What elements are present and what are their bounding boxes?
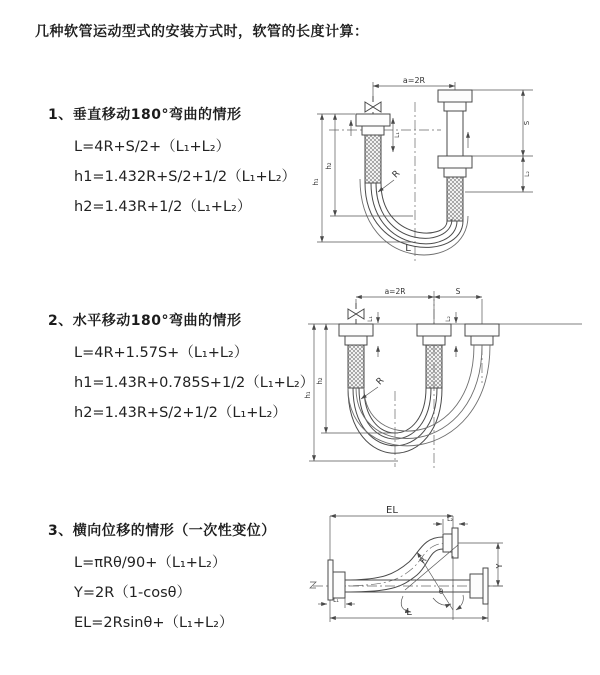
valve-icon [348, 303, 364, 324]
diagram-vertical-180-bend [305, 66, 590, 266]
dim-label-l1: L₁ [333, 597, 339, 604]
dimension-a2r [356, 287, 482, 324]
section-horizontal-movement [48, 310, 314, 428]
dimension-l [330, 604, 488, 622]
dimension-s [465, 90, 533, 192]
dim-label-s: S [455, 287, 461, 296]
formula: Y=2R（1-cosθ） [74, 585, 192, 601]
right-hose-end-fitting-upper-position [438, 90, 472, 156]
section-2-formulas [74, 338, 314, 428]
formula: EL=2Rsinθ+（L₁+L₂） [74, 615, 234, 631]
dim-label-l2: L₂ [445, 316, 452, 322]
dimension-l1 [318, 597, 355, 608]
page-title: 几种软管运动型式的安装方式时，软管的长度计算： [35, 24, 369, 40]
right-hose-end-fitting-lower-position [438, 156, 472, 221]
dim-label-l2: L₂ [524, 171, 531, 177]
section-3-heading: 3、横向位移的情形（一次性变位） [48, 523, 276, 539]
section-3-formulas [74, 548, 276, 638]
dim-label-l1: L₁ [367, 316, 374, 322]
label-length: L [405, 243, 411, 254]
formula: h1=1.43R+0.785S+1/2（L₁+L₂） [74, 375, 315, 391]
dimension-l2 [433, 516, 468, 533]
dim-label-a2r: a=2R [402, 76, 426, 85]
dim-label-l2: L₂ [447, 516, 453, 523]
label-radius: R [374, 375, 387, 388]
left-hose-end-fitting [356, 114, 390, 183]
label-radius: R [390, 168, 403, 181]
dim-label-s: S [523, 120, 531, 126]
dim-label-a2r: a=2R [384, 287, 406, 296]
hose-u-bend-position-2 [348, 345, 490, 446]
dim-label-h1: h₁ [312, 178, 320, 186]
dim-label-el: EL [386, 505, 398, 516]
middle-hose-end-fitting [417, 324, 451, 388]
left-flange [328, 560, 345, 600]
dimension-l1 [393, 118, 401, 152]
dim-label-h2: h₂ [316, 377, 324, 385]
dim-label-h2: h₂ [325, 162, 333, 170]
right-flange-original-position [470, 568, 488, 604]
section-vertical-movement [48, 104, 296, 222]
dim-label-y: Y [495, 563, 504, 569]
diagram-lateral-displacement [305, 498, 600, 666]
diagram-horizontal-180-bend [298, 283, 590, 475]
hose-s-curve-displaced [345, 537, 443, 592]
formula: h2=1.43R+S/2+1/2（L₁+L₂） [74, 405, 287, 421]
formula: h2=1.43R+1/2（L₁+L₂） [74, 199, 252, 215]
centerline-symbol [310, 582, 316, 588]
formula: h1=1.432R+S/2+1/2（L₁+L₂） [74, 169, 297, 185]
formula: L=4R+S/2+（L₁+L₂） [74, 139, 231, 155]
label-theta: θ [438, 588, 444, 596]
section-lateral-displacement [48, 520, 276, 638]
dim-label-l: L [406, 607, 412, 618]
left-hose-end-fitting [339, 324, 373, 388]
label-radius: R [417, 555, 429, 566]
section-1-formulas [74, 132, 296, 222]
formula: L=4R+1.57S+（L₁+L₂） [74, 345, 249, 361]
moved-hose-end-fitting [465, 324, 499, 345]
upper-flange-displaced-position [443, 528, 458, 558]
valve-icon [365, 96, 381, 114]
formula: L=πRθ/90+（L₁+L₂） [74, 555, 227, 571]
section-1-heading: 1、垂直移动180°弯曲的情形 [48, 107, 242, 123]
section-2-heading: 2、水平移动180°弯曲的情形 [48, 313, 242, 329]
dim-label-h1: h₁ [304, 391, 312, 399]
dimension-el [330, 505, 453, 622]
dim-label-l1: L₁ [394, 132, 401, 138]
